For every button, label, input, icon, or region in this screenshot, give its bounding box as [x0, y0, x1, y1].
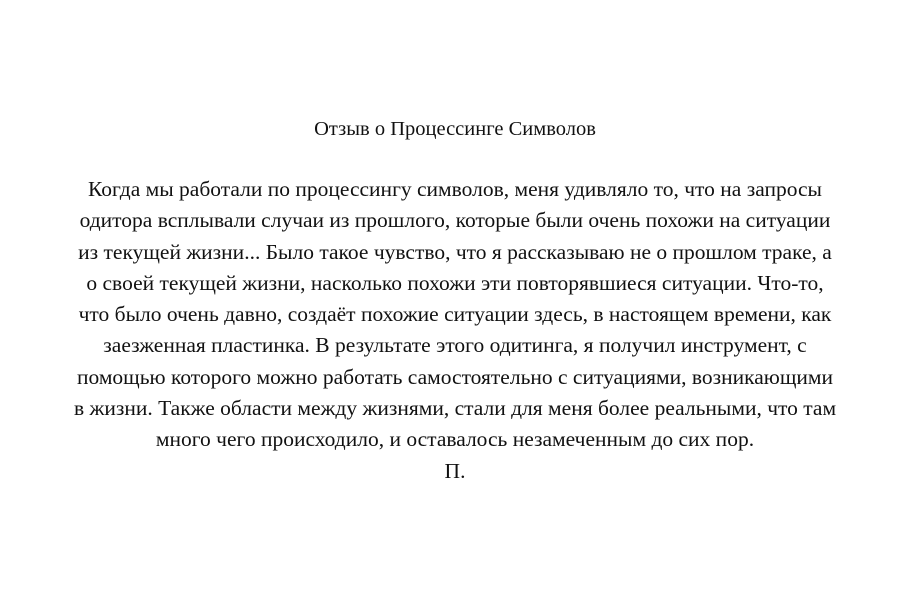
body-line-9: много чего происходило, и оставалось незамеченным до сих пор. [155, 427, 755, 452]
body-line-3: из текущей жизни... Было такое чувство, что я рассказываю не о прошлом траке, а [78, 239, 832, 264]
testimonial-document [0, 114, 910, 487]
body-line-6: заезженная пластинка. В результате этого одитинга, я получил инструмент, с [103, 333, 807, 358]
body-line-1: Когда мы работали по процессингу символов, меня удивляло то, что на запросы [88, 177, 822, 201]
body-line-7: помощью которого можно работать самостоятельно с ситуациями, возникающими [76, 364, 834, 389]
body-line-2: одитора всплывали случаи из прошлого, которые были очень похожи на ситуации [79, 208, 831, 233]
testimonial-body [0, 174, 910, 487]
signature: П. [444, 458, 466, 483]
body-line-5: что было очень давно, создаёт похожие ситуации здесь, в настоящем времени, как [78, 302, 832, 327]
document-title: Отзыв о Процессинге Символов [314, 118, 596, 140]
body-line-8: в жизни. Также области между жизнями, стали для меня более реальными, что там [73, 396, 837, 421]
body-line-4: о своей текущей жизни, насколько похожи эти повторявшиеся ситуации. Что-то, [86, 270, 824, 295]
